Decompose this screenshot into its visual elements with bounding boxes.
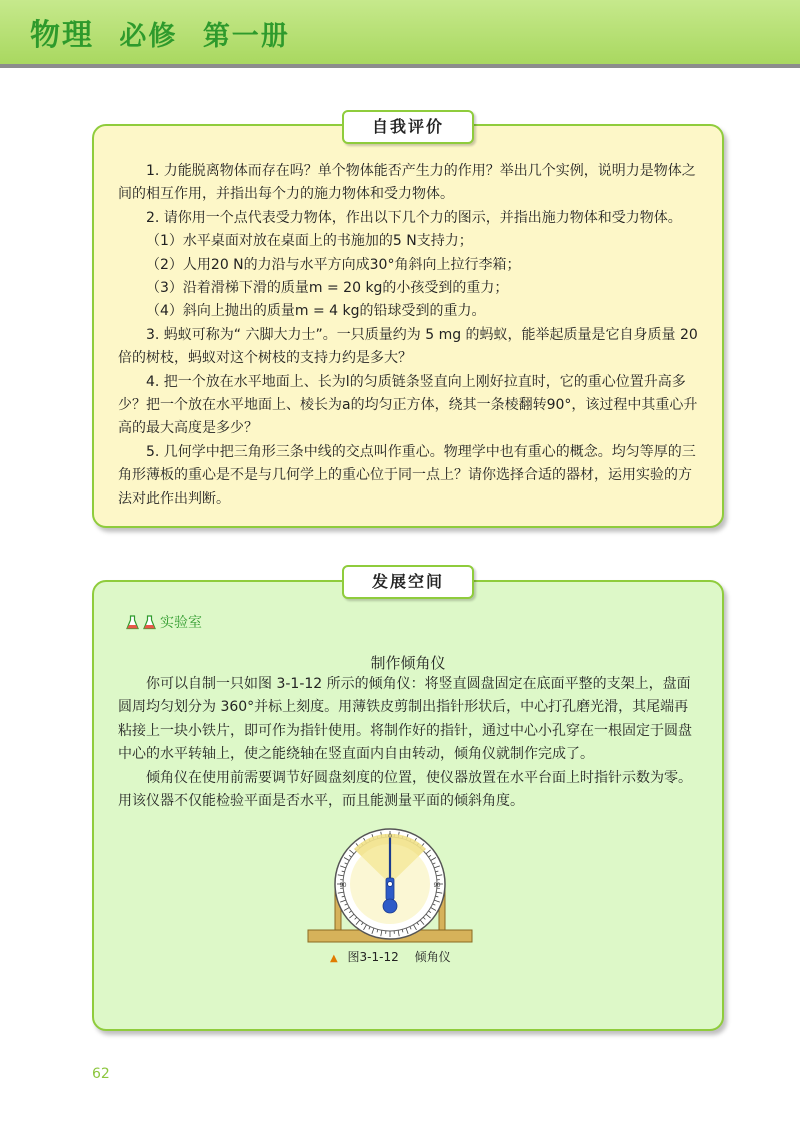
self-evaluation-questions [118,160,698,511]
development-paragraphs [118,673,698,813]
question-1: 1. 力能脱离物体而存在吗？单个物体能否产生力的作用？举出几个实例，说明力是物体之间的相互作用，并指出每个力的施力物体和受力物体。 [118,163,696,203]
question-2: 2. 请你用一个点代表受力物体，作出以下几个力的图示，并指出施力物体和受力物体。 [146,209,682,226]
dial-label-top: 0 [388,834,392,840]
self-evaluation-tab: 自我评价 [342,110,474,144]
question-4: 4. 把一个放在水平地面上、长为l的匀质链条竖直向上刚好拉直时，它的重心位置升高多少？把一个放在水平地面上、棱长为a的均匀正方体，绕其一条棱翻转90°，该过程中其重心升高的最大高度是多少？ [118,373,698,437]
dial-label-right: 90 [433,883,441,889]
page-number: 62 [92,1066,110,1082]
lab-label: 实验室 [160,615,202,631]
question-3: 3. 蚂蚁可称为“ 六脚大力士”。一只质量约为 5 mg 的蚂蚁，能举起质量是它自身质量 20 倍的树枝，蚂蚁对这个树枝的支持力约是多大？ [118,326,698,367]
question-2-item-2: （2）人用20 N的力沿与水平方向成30°角斜向上拉行李箱； [146,256,521,273]
inclinometer-figure [305,828,475,946]
caption-triangle-icon: ▲ [330,953,338,964]
course-title: 必修 [119,21,178,52]
question-5: 5. 几何学中把三角形三条中线的交点叫作重心。物理学中也有重心的概念。均匀等厚的三角形薄板的重心是不是与几何学上的重心位于同一点上？请你选择合适的器材，运用实验的方法对此作出判断。 [118,443,696,507]
flask-icon [126,615,139,630]
flask-icon [143,615,156,630]
question-2-item-3: （3）沿着滑梯下滑的质量m = 20 kg的小孩受到的重力； [146,280,509,297]
volume-title: 第一册 [202,21,290,52]
dial-label-left: 90 [339,883,347,889]
header-divider [0,64,800,68]
question-2-item-4: （4）斜向上抛出的质量m = 4 kg的铅球受到的重力。 [146,303,486,320]
question-2-item-1: （1）水平桌面对放在桌面上的书施加的5 N支持力； [146,233,473,250]
figure-caption [330,948,451,965]
development-space-tab: 发展空间 [342,565,474,599]
section-title: 制作倾角仪 [370,654,446,672]
paragraph-2: 倾角仪在使用前需要调节好圆盘刻度的位置，使仪器放置在水平台面上时指针示数为零。用该仪器不仅能检验平面是否水平，而且能测量平面的倾斜角度。 [118,769,692,810]
paragraph-1: 你可以自制一只如图 3-1-12 所示的倾角仪：将竖直圆盘固定在底面平整的支架上，盘面圆周均匀划分为 360°并标上刻度。用薄铁皮剪制出指针形状后，中心打孔磨光滑，其尾端再粘接上一块小铁片，即可作为指针使用。将制作好的指针，通过中心小孔穿在一根固定于圆盘中心的水平转轴上，使之能绕轴在竖直面内自由转动，倾角仪就制作完成了。 [118,676,692,763]
lab-heading [126,612,202,632]
caption-number: 图3-1-12 [347,950,399,964]
caption-text: 倾角仪 [414,950,451,964]
subject-title: 物理 [30,18,94,53]
book-title [30,18,304,54]
